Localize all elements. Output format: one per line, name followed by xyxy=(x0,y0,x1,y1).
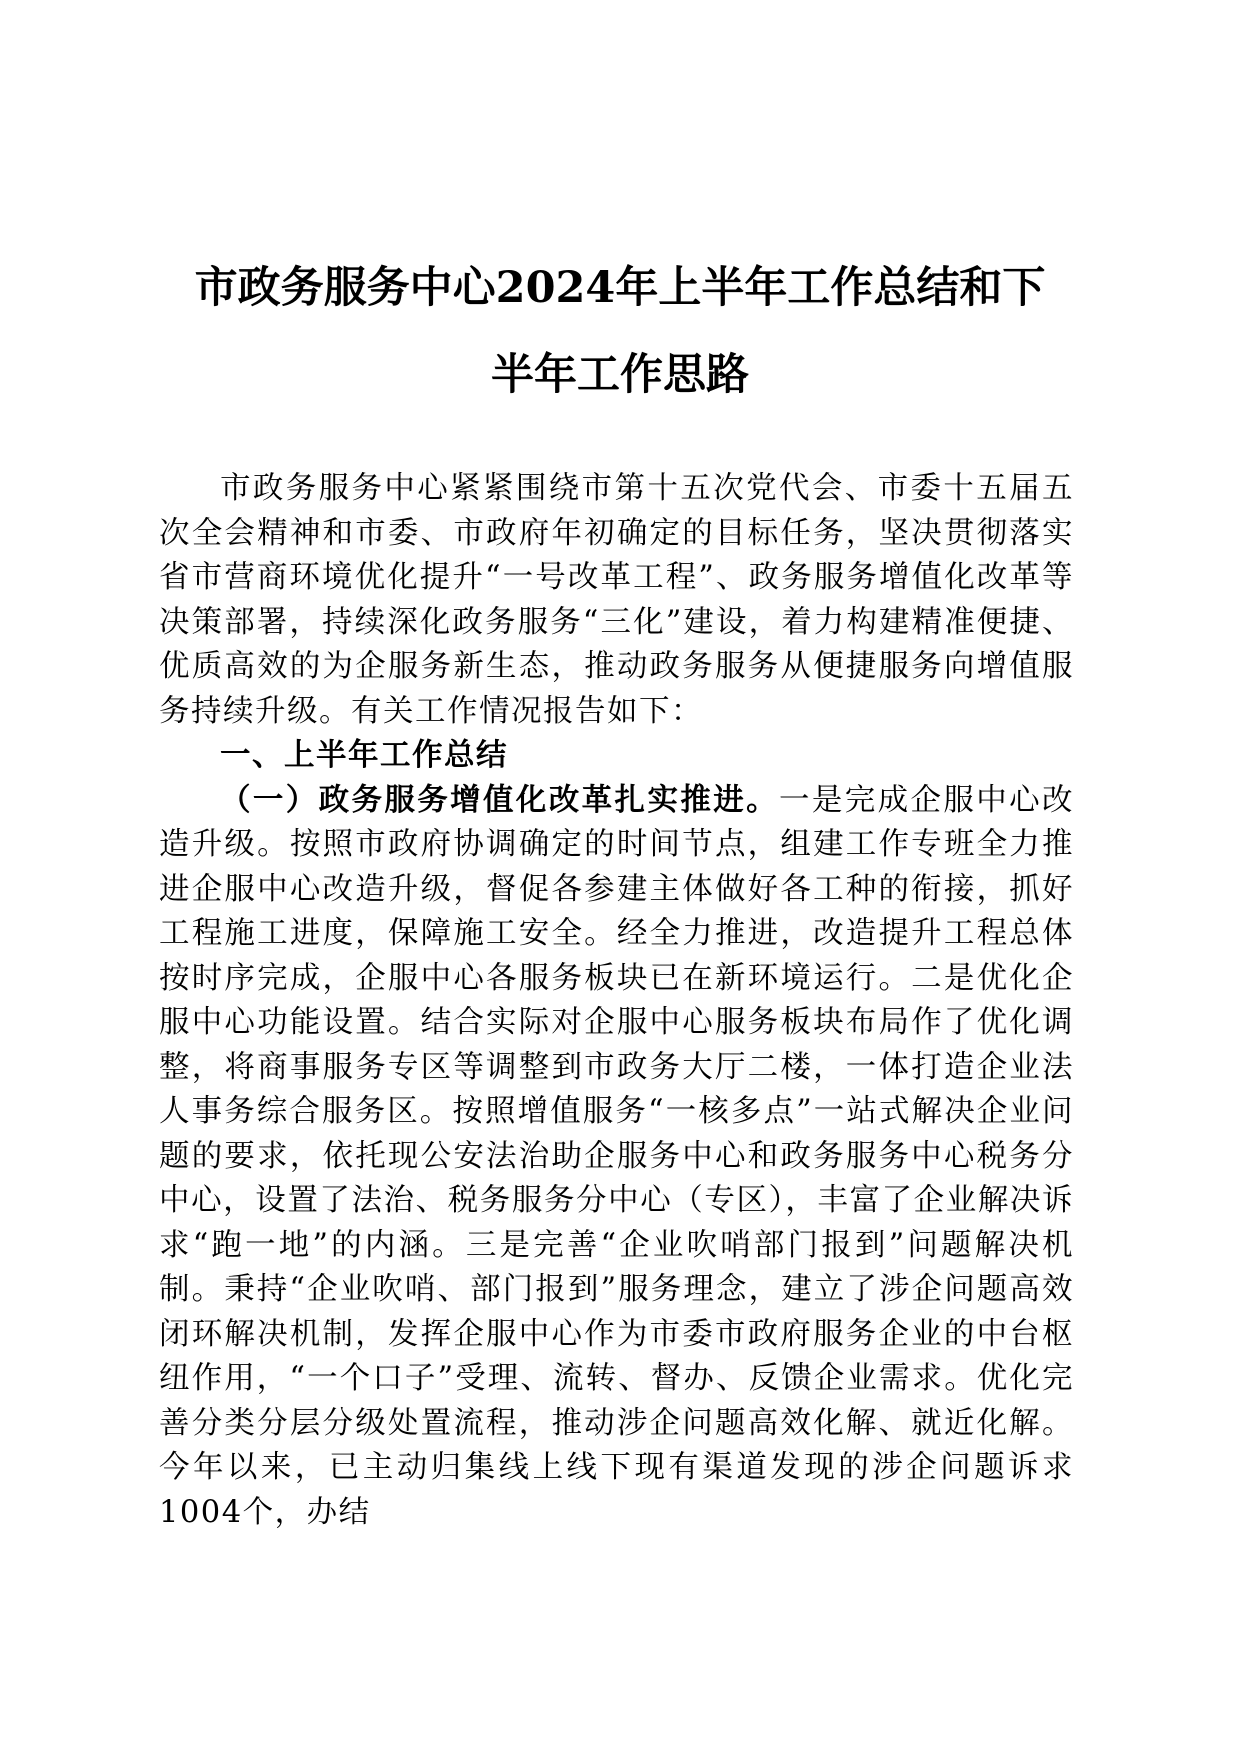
document-body xyxy=(159,467,1074,1535)
subsection-heading: （一）政务服务增值化改革扎实推进。 xyxy=(220,782,779,818)
intro-paragraph: 市政务服务中心紧紧围绕市第十五次党代会、市委十五届五次全会精神和市委、市政府年初确定的目标任务，坚决贯彻落实省市营商环境优化提升“一号改革工程”、政务服务增值化改革等决策部署，持续深化政务服务“三化”建设，着力构建精准便捷、优质高效的为企服务新生态，推动政务服务从便捷服务向增值服务持续升级。有关工作情况报告如下： xyxy=(159,471,1074,729)
subsection-body: 一是完成企服中心改造升级。按照市政府协调确定的时间节点，组建工作专班全力推进企服中心改造升级，督促各参建主体做好各工种的衔接，抓好工程施工进度，保障施工安全。经全力推进，改造提升工程总体按时序完成，企服中心各服务板块已在新环境运行。二是优化企服中心功能设置。结合实际对企服中心服务板块布局作了优化调整，将商事服务专区等调整到市政务大厅二楼，一体打造企业法人事务综合服务区。按照增值服务“一核多点”一站式解决企业问题的要求，依托现公安法治助企服务中心和政务服务中心税务分中心，设置了法治、税务服务分中心（专区），丰富了企业解决诉求“跑一地”的内涵。三是完善“企业吹哨部门报到”问题解决机制。秉持“企业吹哨、部门报到”服务理念，建立了涉企问题高效闭环解决机制，发挥企服中心作为市委市政府服务企业的中台枢纽作用，“一个口子”受理、流转、督办、反馈企业需求。优化完善分类分层分级处置流程，推动涉企问题高效化解、就近化解。今年以来，已主动归集线上线下现有渠道发现的涉企问题诉求1004个，办结 xyxy=(159,782,1075,1530)
section-heading: 一、上半年工作总结 xyxy=(220,738,508,773)
subsection-paragraph xyxy=(159,779,1074,1536)
document-title-line-1: 市政务服务中心2024年上半年工作总结和下 xyxy=(194,263,1046,313)
document-title-line-2: 半年工作思路 xyxy=(491,350,749,400)
